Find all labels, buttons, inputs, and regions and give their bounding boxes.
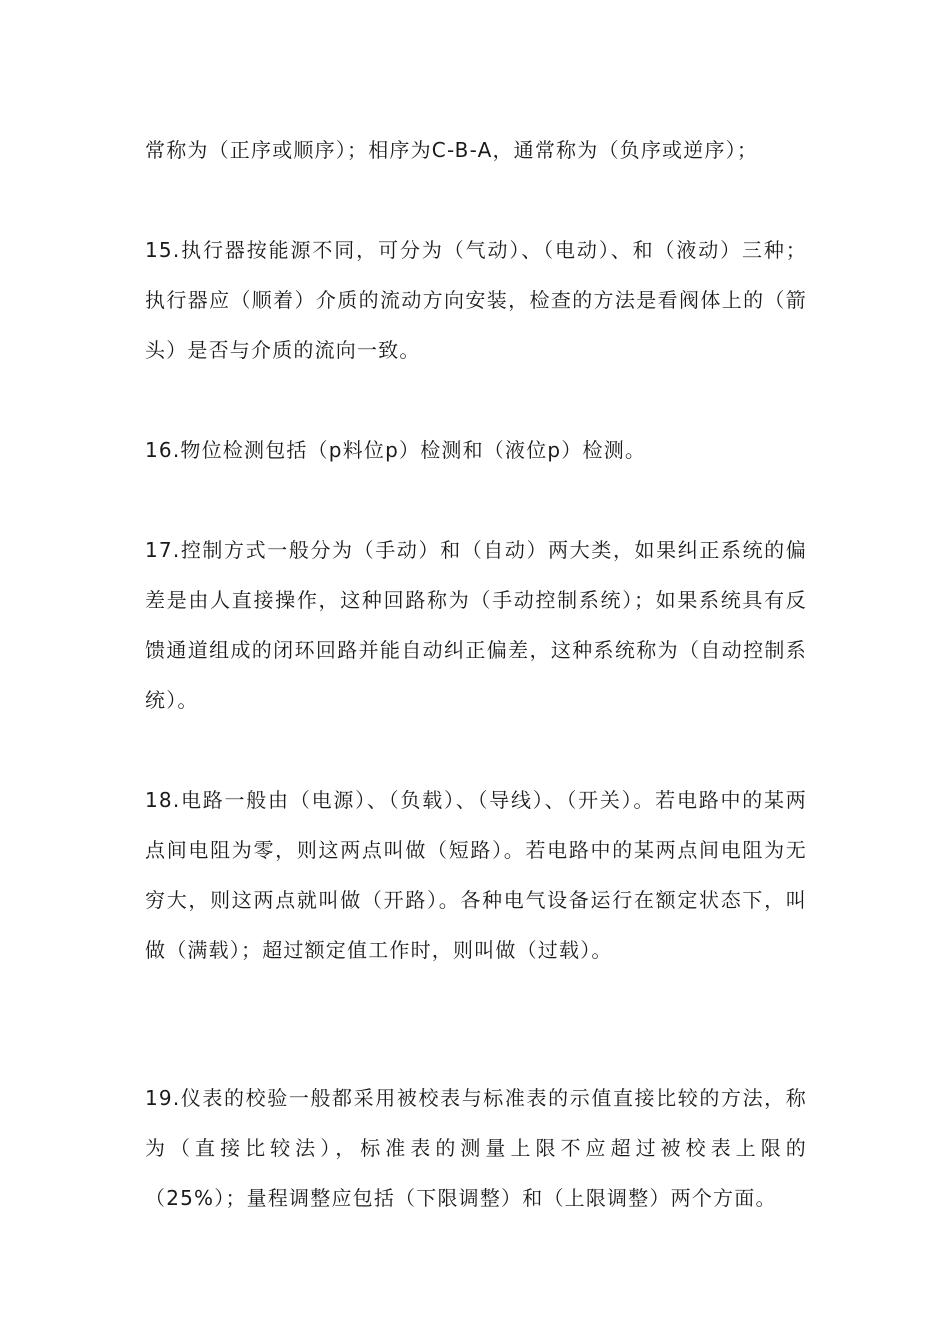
- paragraph-text: 19.仪表的校验一般都采用被校表与标准表的示值直接比较的方法，称为（直接比较法），标准表的测量上限不应超过被校表上限的（25%）；量程调整应包括（下限调整）和（上限调整）两个方面。: [145, 1086, 807, 1210]
- paragraph-text: 15.执行器按能源不同，可分为（气动）、（电动）、和（液动）三种；执行器应（顺着）介质的流动方向安装，检查的方法是看阀体上的（箭头）是否与介质的流向一致。: [145, 238, 807, 362]
- paragraph-question-19: [145, 1073, 807, 1223]
- paragraph-continuation: [145, 125, 807, 175]
- paragraph-text: 常称为（正序或顺序）；相序为C-B-A，通常称为（负序或逆序）；: [145, 138, 759, 162]
- paragraph-question-18: [145, 775, 807, 975]
- paragraph-text: 16.物位检测包括（p料位p）检测和（液位p）检测。: [145, 438, 647, 462]
- paragraph-question-17: [145, 525, 807, 725]
- paragraph-question-16: [145, 425, 807, 475]
- paragraph-text: 18.电路一般由（电源）、（负载）、（导线）、（开关）。若电路中的某两点间电阻为零，则这两点叫做（短路）。若电路中的某两点间电阻为无穷大，则这两点就叫做（开路）。各种电气设备运行在额定状态下，叫做（满载）；超过额定值工作时，则叫做（过载）。: [145, 788, 807, 962]
- paragraph-question-15: [145, 225, 807, 375]
- paragraph-text: 17.控制方式一般分为（手动）和（自动）两大类，如果纠正系统的偏差是由人直接操作，这种回路称为（手动控制系统）；如果系统具有反馈通道组成的闭环回路并能自动纠正偏差，这种系统称为（自动控制系统）。: [145, 538, 807, 712]
